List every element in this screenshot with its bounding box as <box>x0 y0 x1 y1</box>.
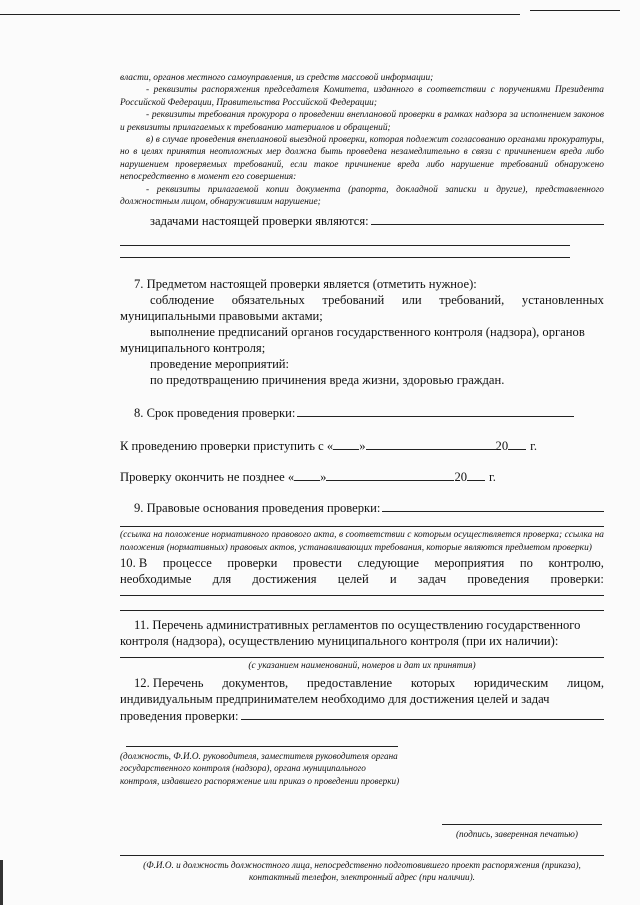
start-label: К проведению проверки приступить с « <box>120 439 334 454</box>
grounds-list <box>120 72 604 208</box>
section-documents: 12. Перечень документов, предоставление которых юридическим лицом, индивидуальным предпринимателем необходимо для достижения целей и задач проведения проверки: <box>120 675 604 723</box>
start-month-field[interactable] <box>366 437 496 450</box>
section-subject <box>120 276 604 388</box>
section-activities: 10. В процессе проверки провести следующие мероприятия по контролю, необходимые для достижения целей и задач проведения проверки: <box>120 556 604 587</box>
blank-line <box>120 610 604 611</box>
document-page <box>120 72 604 884</box>
top-border-line <box>0 14 520 15</box>
section-term: 8. Срок проведения проверки: К проведению проверки приступить с « » 20 г. Проверку окончить не позднее « » 20 г. <box>120 404 604 485</box>
activities-field[interactable] <box>120 595 604 596</box>
start-day-field[interactable] <box>333 437 359 450</box>
option-compliance[interactable]: соблюдение обязательных требований или требований, установленных <box>150 293 604 308</box>
section-legal-basis <box>120 499 604 516</box>
term-field[interactable] <box>297 404 574 417</box>
option-measures-rest: по предотвращению причинения вреда жизни, здоровью граждан. <box>150 373 505 388</box>
blank-line <box>120 257 570 258</box>
tasks-label: задачами настоящей проверки являются: <box>150 214 369 229</box>
option-orders-rest: муниципального контроля; <box>120 341 266 356</box>
regulations-note: (с указанием наименований, номеров и дат их принятия) <box>248 661 476 672</box>
signature-line[interactable] <box>442 824 602 825</box>
blank-line <box>120 526 604 527</box>
preparer-note: (Ф.И.О. и должность должностного лица, непосредственно подготовившего проект распоряжения (приказа), контактный телефон, электронный адрес (при наличии). <box>143 859 581 883</box>
legal-basis-field[interactable] <box>382 499 604 512</box>
page-edge-shadow <box>0 860 3 905</box>
legal-basis-note: (ссылка на положение нормативного правового акта, в соответствии с которым осуществляется проверка; ссылка на положения (нормативных) правовых актов, устанавливающих требования, которые являются предметом проверки) <box>120 530 604 553</box>
end-year-field[interactable] <box>467 468 485 481</box>
official-line <box>126 746 398 747</box>
option-orders[interactable]: выполнение предписаний органов государственного контроля (надзора), органов <box>150 325 585 340</box>
option-measures[interactable]: проведение мероприятий: <box>150 357 290 372</box>
intro-continuation: власти, органов местного самоуправления, из средств массовой информации; <box>120 73 434 83</box>
official-note: (должность, Ф.И.О. руководителя, заместителя руководителя органа государственного контроля (надзора), органа муниципального контроля, издавшего распоряжение или приказ о проведении проверки) <box>120 750 400 786</box>
grounds-item: в) в случае проведения внеплановой выездной проверки, которая подлежит согласованию органами прокуратуры, но в целях принятия неотложных мер должна быть проведена незамедлительно в связи с причинением вреда либо нарушением проверяемых требований, если такое причинение вреда либо нарушение требований обнаружено непосредственно в момент его совершения: <box>120 135 604 183</box>
end-day-field[interactable] <box>294 468 320 481</box>
grounds-item: - реквизиты распоряжения председателя Комитета, изданного в соответствии с поручениями Президента Российской Федерации, Правительства Российской Федерации; <box>120 85 604 108</box>
grounds-item: - реквизиты прилагаемой копии документа (рапорта, докладной записки и другие), представленного должностным лицом, обнаружившим нарушение; <box>120 184 604 208</box>
section-title: 9. Правовые основания проведения проверки: <box>134 501 381 516</box>
tasks-field[interactable] <box>371 212 604 225</box>
option-compliance-rest: муниципальными правовыми актами; <box>120 309 323 324</box>
end-month-field[interactable] <box>326 468 454 481</box>
documents-field[interactable] <box>241 707 605 720</box>
blank-line <box>120 245 570 246</box>
grounds-item: - реквизиты требования прокурора о проведении внеплановой проверки в рамках надзора за исполнением законов и реквизиты прилагаемых к требованию материалов и обращений; <box>120 110 604 133</box>
signature-note: (подпись, заверенная печатью) <box>456 828 578 839</box>
section-regulations: 11. Перечень административных регламентов по осуществлению государственного контроля (надзора), осуществлению муниципального контроля (при их наличии): <box>120 618 581 649</box>
section-title: 8. Срок проведения проверки: <box>134 406 296 421</box>
regulations-field[interactable] <box>120 657 604 658</box>
preparer-line[interactable] <box>120 855 604 856</box>
end-label: Проверку окончить не позднее « <box>120 470 295 485</box>
section-title: 7. Предметом настоящей проверки является (отметить нужное): <box>134 277 477 292</box>
start-year-field[interactable] <box>508 437 526 450</box>
top-border-line-right <box>530 10 620 11</box>
